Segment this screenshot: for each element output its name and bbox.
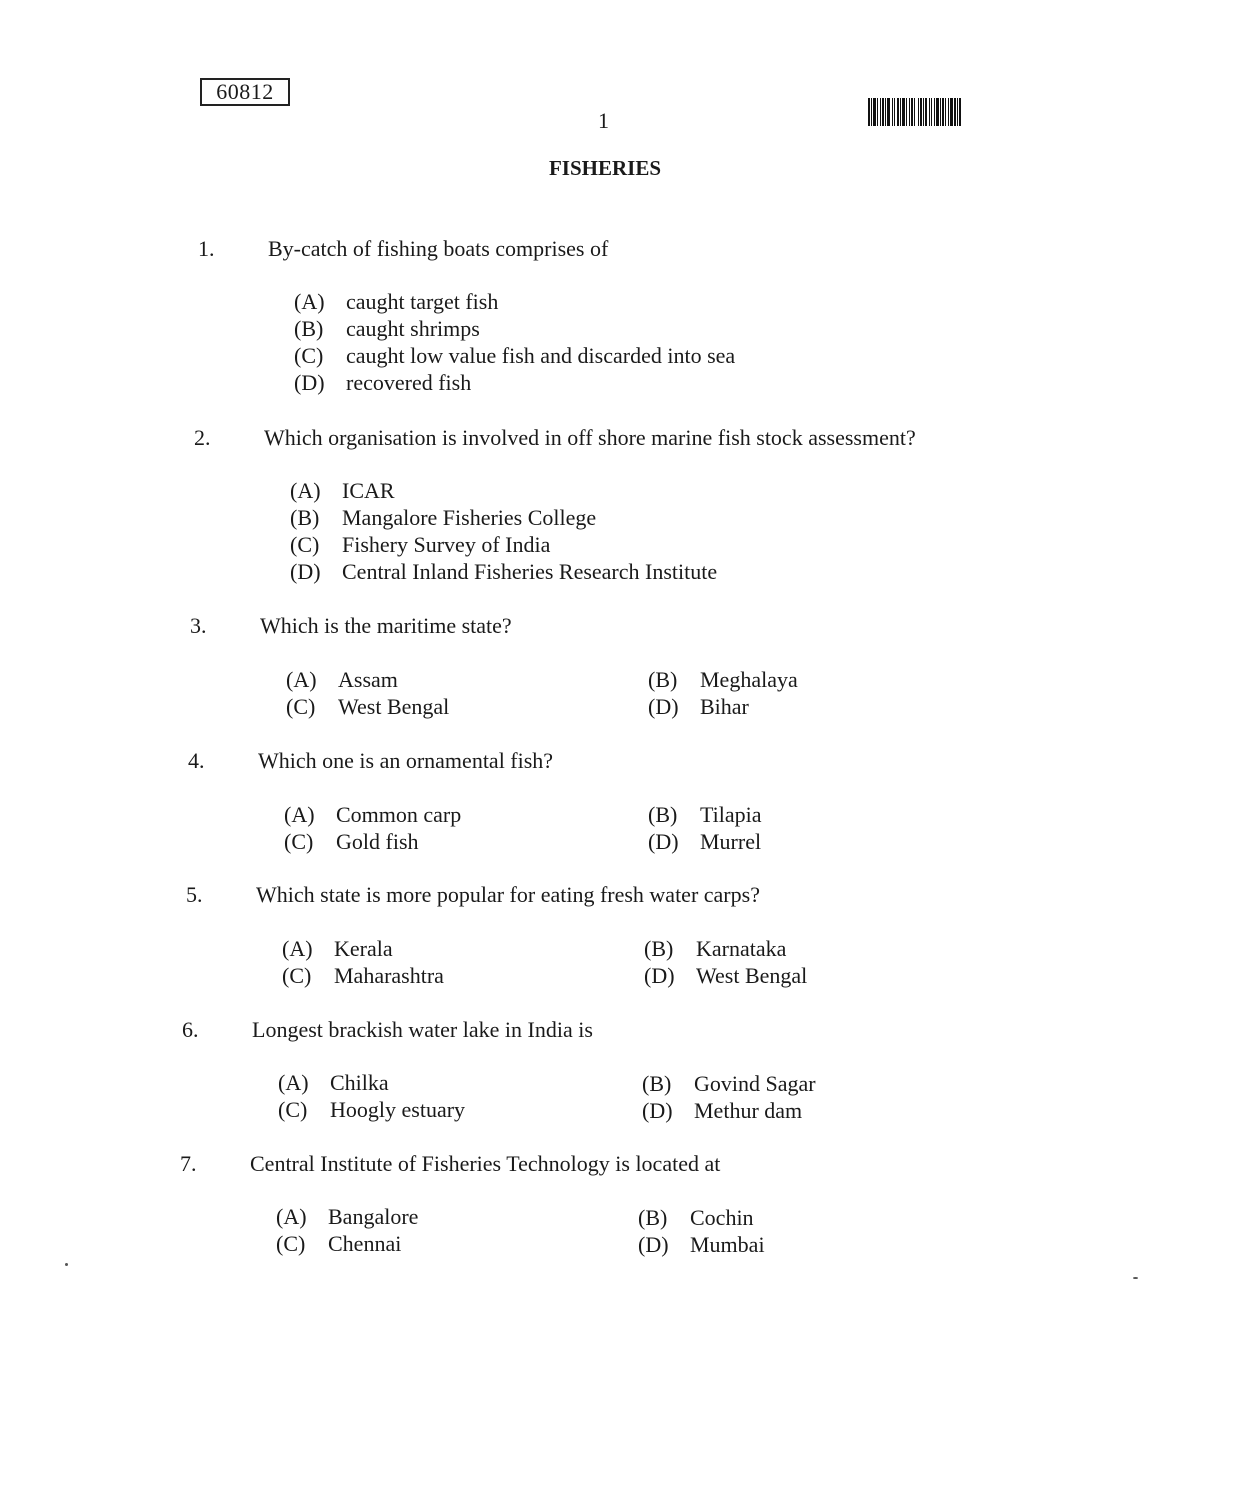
barcode-bar (923, 98, 924, 126)
question-number: 4. (188, 748, 205, 773)
option-letter: (D) (644, 963, 675, 988)
question-number: 5. (186, 882, 203, 907)
page-number: 1 (598, 108, 609, 133)
question-number: 6. (182, 1017, 199, 1042)
option-text: Fishery Survey of India (342, 532, 551, 557)
barcode-bar (871, 98, 872, 126)
barcode-bar (936, 98, 939, 126)
option-letter: (D) (638, 1232, 669, 1257)
option-letter: (B) (642, 1071, 672, 1096)
barcode-bar (882, 98, 884, 126)
barcode-bar (929, 98, 930, 126)
option-text: West Bengal (696, 963, 808, 988)
question-text: Which state is more popular for eating fresh water carps? (256, 882, 760, 907)
option-text: Murrel (700, 829, 762, 854)
option-letter: (B) (290, 505, 320, 530)
option-text: Cochin (690, 1205, 754, 1230)
barcode-bar (894, 98, 895, 126)
option-letter: (D) (290, 559, 321, 584)
option-letter: (B) (294, 316, 324, 341)
barcode-bar (880, 98, 881, 126)
option-text: Karnataka (696, 936, 787, 961)
question-number: 2. (194, 425, 211, 450)
barcode-bar (900, 98, 901, 126)
option-letter: (A) (286, 667, 317, 692)
option-letter: (D) (648, 829, 679, 854)
option-text: Bangalore (328, 1204, 419, 1229)
question-text: Which is the maritime state? (260, 613, 512, 638)
barcode-bar (925, 98, 927, 126)
barcode-bar (920, 98, 922, 126)
barcode-bar (918, 98, 919, 126)
barcode-bar (902, 98, 905, 126)
barcode-bar (959, 98, 961, 126)
option-text: Maharashtra (334, 963, 444, 988)
barcode-bar (911, 98, 913, 126)
option-letter: (C) (284, 829, 314, 854)
question-number: 3. (190, 613, 207, 638)
barcode (868, 98, 1022, 126)
question-number: 1. (198, 236, 215, 261)
option-text: Methur dam (694, 1098, 803, 1123)
option-text: Mumbai (690, 1232, 765, 1257)
option-text: Tilapia (700, 802, 762, 827)
barcode-bar (957, 98, 958, 126)
option-text: Hoogly estuary (330, 1097, 466, 1122)
question-text: Longest brackish water lake in India is (252, 1017, 593, 1042)
option-letter: (B) (648, 802, 678, 827)
option-text: Assam (338, 667, 398, 692)
option-letter: (A) (282, 936, 313, 961)
question-text: Which organisation is involved in off shore marine fish stock assessment? (264, 425, 916, 450)
option-text: Common carp (336, 802, 462, 827)
barcode-bar (950, 98, 953, 126)
option-letter: (D) (294, 370, 325, 395)
option-text: Bihar (700, 694, 749, 719)
option-text: Kerala (334, 936, 393, 961)
option-letter: (A) (294, 289, 325, 314)
barcode-bar (954, 98, 956, 126)
scan-speck (1133, 1277, 1138, 1279)
scan-speck (65, 1263, 68, 1266)
option-letter: (C) (290, 532, 320, 557)
option-letter: (B) (644, 936, 674, 961)
option-text: caught low value fish and discarded into sea (346, 343, 736, 368)
barcode-bar (877, 98, 878, 126)
barcode-bar (945, 98, 946, 126)
barcode-bar (887, 98, 890, 126)
option-text: Govind Sagar (694, 1071, 816, 1096)
barcode-bar (906, 98, 907, 126)
barcode-bar (931, 98, 932, 126)
barcode-bar (934, 98, 935, 126)
option-letter: (C) (278, 1097, 308, 1122)
option-letter: (C) (286, 694, 316, 719)
barcode-bar (868, 98, 870, 126)
option-text: Mangalore Fisheries College (342, 505, 597, 530)
option-letter: (A) (284, 802, 315, 827)
option-text: West Bengal (338, 694, 450, 719)
option-letter: (D) (648, 694, 679, 719)
option-letter: (A) (290, 478, 321, 503)
barcode-bar (873, 98, 876, 126)
option-letter: (B) (638, 1205, 668, 1230)
barcode-bar (909, 98, 910, 126)
option-letter: (A) (278, 1070, 309, 1095)
option-letter: (C) (294, 343, 324, 368)
question-number: 7. (180, 1151, 197, 1176)
option-text: ICAR (342, 478, 395, 503)
option-letter: (C) (276, 1231, 306, 1256)
barcode-bar (948, 98, 949, 126)
option-letter: (A) (276, 1204, 307, 1229)
option-letter: (D) (642, 1098, 673, 1123)
option-letter: (B) (648, 667, 678, 692)
option-text: Gold fish (336, 829, 419, 854)
subject-title: FISHERIES (548, 156, 662, 180)
option-text: caught target fish (346, 289, 499, 314)
paper-code-box: 60812 (200, 78, 290, 106)
question-text: By-catch of fishing boats comprises of (268, 236, 609, 261)
option-text: recovered fish (346, 370, 472, 395)
question-text: Which one is an ornamental fish? (258, 748, 554, 773)
barcode-bar (914, 98, 915, 126)
option-text: Central Inland Fisheries Research Institute (342, 559, 718, 584)
barcode-bar (892, 98, 893, 126)
question-text: Central Institute of Fisheries Technology is located at (250, 1151, 721, 1176)
barcode-bar (885, 98, 886, 126)
option-letter: (C) (282, 963, 312, 988)
option-text: caught shrimps (346, 316, 480, 341)
option-text: Chilka (330, 1070, 389, 1095)
barcode-bar (897, 98, 899, 126)
option-text: Meghalaya (700, 667, 798, 692)
barcode-bar (942, 98, 944, 126)
barcode-bar (940, 98, 941, 126)
option-text: Chennai (328, 1231, 402, 1256)
